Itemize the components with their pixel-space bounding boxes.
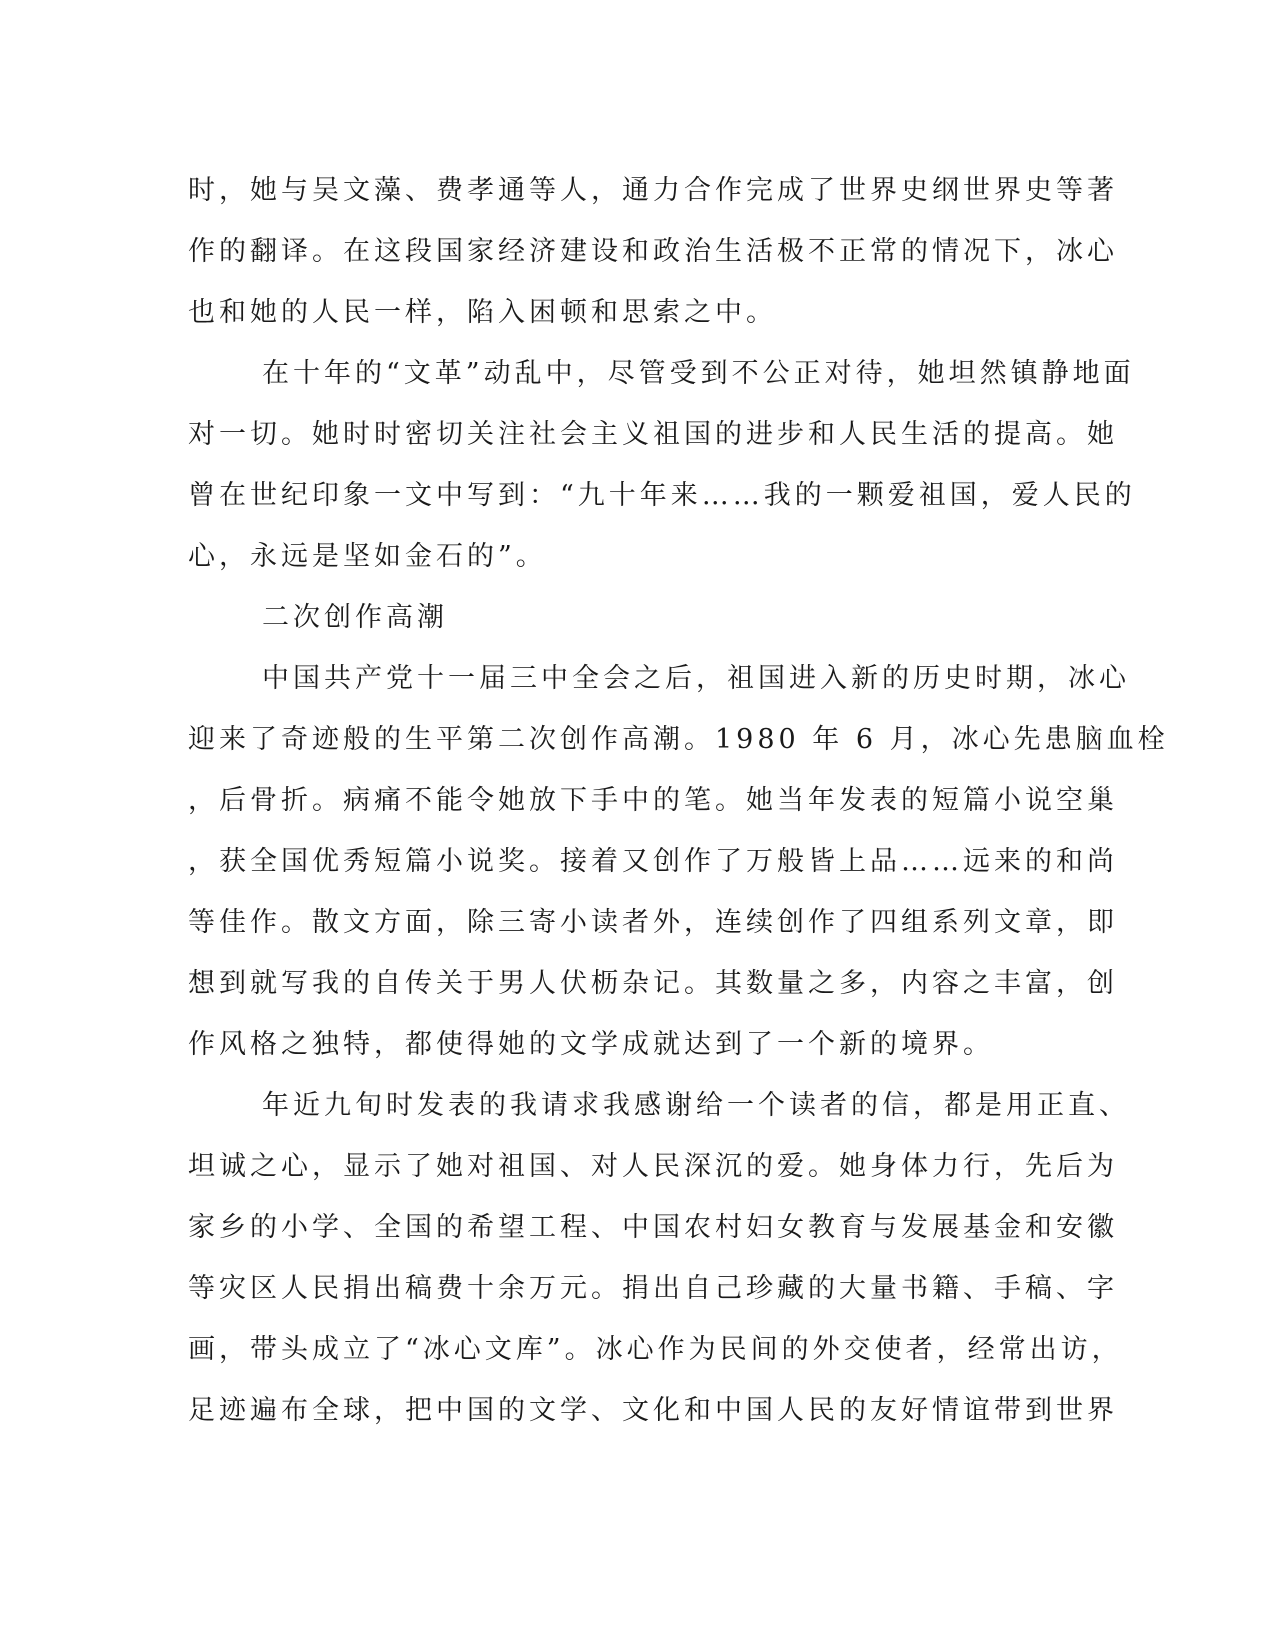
text-line: ，后骨折。病痛不能令她放下手中的笔。她当年发表的短篇小说空巢 [188, 785, 1118, 816]
paragraph-first-line: 年近九旬时发表的我请求我感谢给一个读者的信，都是用正直、 [262, 1090, 1130, 1121]
text-line: ，获全国优秀短篇小说奖。接着又创作了万般皆上品……远来的和尚 [188, 846, 1118, 877]
text-line: 足迹遍布全球，把中国的文学、文化和中国人民的友好情谊带到世界 [188, 1395, 1118, 1426]
text-line: 坦诚之心，显示了她对祖国、对人民深沉的爱。她身体力行，先后为 [188, 1151, 1118, 1182]
text-line: 也和她的人民一样，陷入困顿和思索之中。 [188, 297, 777, 328]
text-line: 曾在世纪印象一文中写到：“九十年来……我的一颗爱祖国，爱人民的 [188, 480, 1136, 511]
text-line: 迎来了奇迹般的生平第二次创作高潮。1980 年 6 月，冰心先患脑血栓 [188, 724, 1169, 755]
text-line: 等灾区人民捐出稿费十余万元。捐出自己珍藏的大量书籍、手稿、字 [188, 1273, 1118, 1304]
text-line: 等佳作。散文方面，除三寄小读者外，连续创作了四组系列文章，即 [188, 907, 1118, 938]
text-line: 心，永远是坚如金石的”。 [188, 541, 547, 572]
text-line: 想到就写我的自传关于男人伏枥杂记。其数量之多，内容之丰富，创 [188, 968, 1118, 999]
text-line: 作的翻译。在这段国家经济建设和政治生活极不正常的情况下，冰心 [188, 236, 1118, 267]
text-line: 对一切。她时时密切关注社会主义祖国的进步和人民生活的提高。她 [188, 419, 1118, 450]
section-heading: 二次创作高潮 [262, 602, 448, 633]
paragraph-first-line: 在十年的“文革”动乱中，尽管受到不公正对待，她坦然镇静地面 [262, 358, 1135, 389]
text-line: 画，带头成立了“冰心文库”。冰心作为民间的外交使者，经常出访， [188, 1334, 1123, 1365]
text-line: 作风格之独特，都使得她的文学成就达到了一个新的境界。 [188, 1029, 994, 1060]
body-text [188, 160, 1169, 1441]
text-line: 家乡的小学、全国的希望工程、中国农村妇女教育与发展基金和安徽 [188, 1212, 1118, 1243]
paragraph-first-line: 中国共产党十一届三中全会之后，祖国进入新的历史时期，冰心 [262, 663, 1130, 694]
text-line: 时，她与吴文藻、费孝通等人，通力合作完成了世界史纲世界史等著 [188, 175, 1118, 206]
